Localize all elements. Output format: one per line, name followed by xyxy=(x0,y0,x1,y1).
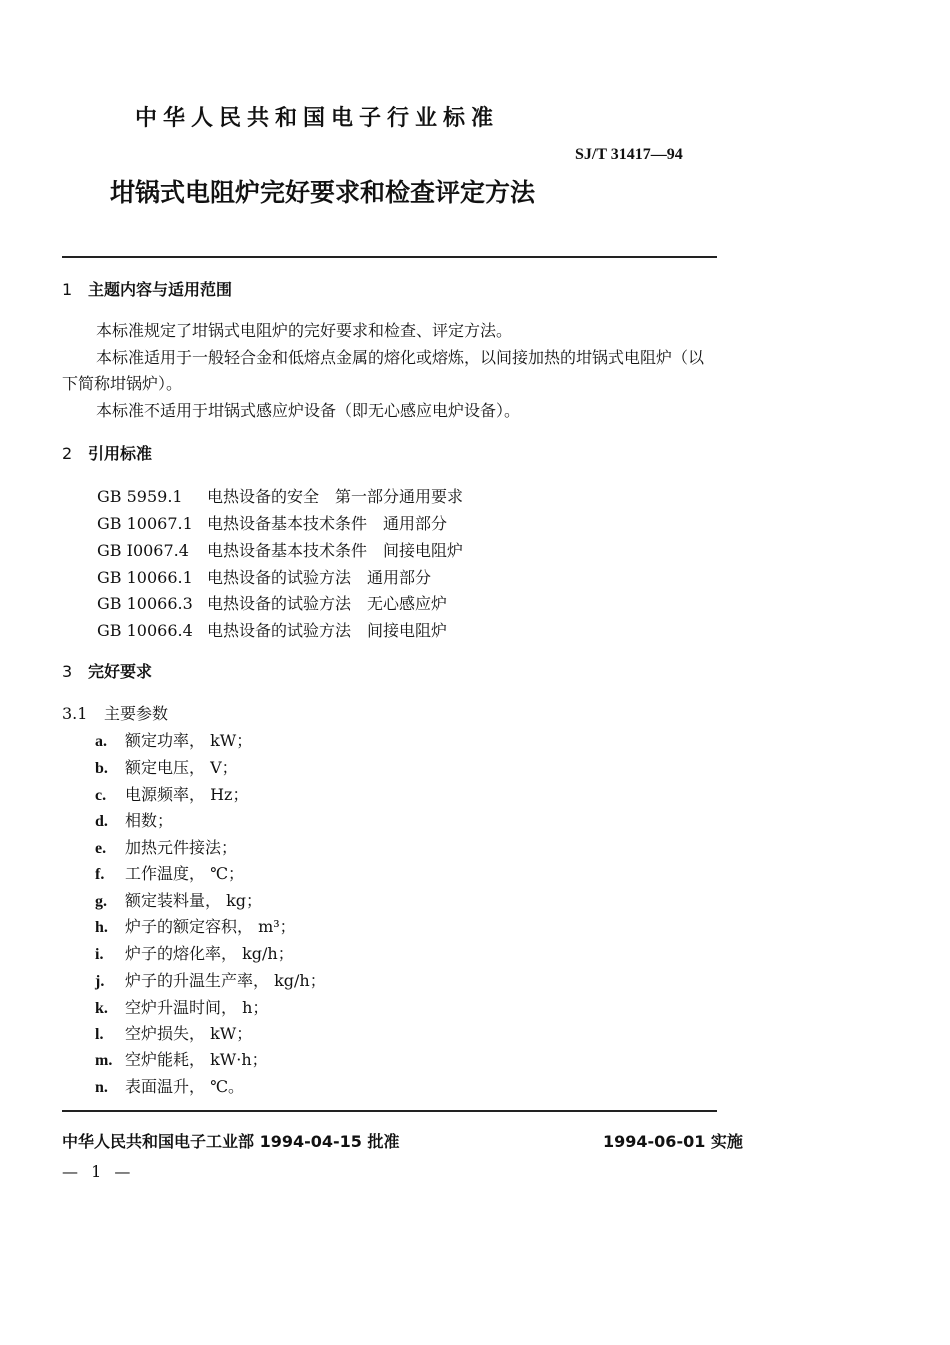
item-letter: b. xyxy=(95,760,108,777)
item-letter: f. xyxy=(95,866,105,883)
item-letter: l. xyxy=(95,1026,104,1043)
item-text: 空炉升温时间， h； xyxy=(125,998,269,1017)
section-title: 主题内容与适用范围 xyxy=(88,280,233,299)
item-text: 加热元件接法； xyxy=(125,838,238,857)
item-text: 空炉损失， kW； xyxy=(125,1024,253,1043)
reference-item xyxy=(97,618,447,641)
reference-code: GB 10066.4 xyxy=(97,621,193,640)
item-letter: m. xyxy=(95,1052,113,1069)
parameter-item xyxy=(95,835,237,858)
title-divider xyxy=(62,256,717,258)
item-text: 炉子的额定容积， m³； xyxy=(125,917,296,936)
reference-item xyxy=(97,538,463,561)
section-number: 1 xyxy=(62,280,73,299)
item-letter: i. xyxy=(95,946,104,963)
section-number: 2 xyxy=(62,444,73,463)
item-text: 额定功率， kW； xyxy=(125,731,253,750)
parameter-item xyxy=(95,941,294,964)
reference-code: GB 10066.3 xyxy=(97,594,193,613)
item-text: 炉子的升温生产率， kg/h； xyxy=(125,971,326,990)
page-number: — 1 — xyxy=(62,1162,135,1181)
item-text: 工作温度， ℃； xyxy=(125,864,244,883)
item-letter: k. xyxy=(95,1000,108,1017)
reference-item xyxy=(97,511,447,534)
reference-code: GB 10066.1 xyxy=(97,568,193,587)
scope-paragraph: 本标准不适用于坩锅式感应炉设备（即无心感应电炉设备）。 xyxy=(96,401,521,420)
section-2-heading xyxy=(62,441,152,464)
reference-title: 电热设备基本技术条件 间接电阻炉 xyxy=(207,541,464,560)
approval-line: 中华人民共和国电子工业部 1994-04-15 批准 xyxy=(62,1132,400,1151)
subsection-title: 主要参数 xyxy=(104,704,169,723)
item-letter: d. xyxy=(95,813,108,830)
item-text: 炉子的熔化率， kg/h； xyxy=(125,944,294,963)
section-1-heading xyxy=(62,277,232,300)
parameter-item xyxy=(95,968,326,991)
footer-divider xyxy=(62,1110,717,1112)
parameter-item xyxy=(95,888,262,911)
reference-title: 电热设备基本技术条件 通用部分 xyxy=(207,514,448,533)
item-letter: e. xyxy=(95,840,107,857)
item-letter: g. xyxy=(95,893,107,910)
parameter-item xyxy=(95,1021,252,1044)
parameter-item xyxy=(95,782,248,805)
parameter-item xyxy=(95,1074,244,1097)
item-text: 相数； xyxy=(125,811,174,830)
item-text: 空炉能耗， kW·h； xyxy=(125,1050,268,1069)
parameter-item xyxy=(95,861,244,884)
scope-paragraph: 本标准规定了坩锅式电阻炉的完好要求和检查、评定方法。 xyxy=(96,321,513,340)
parameter-item xyxy=(95,728,252,751)
scope-paragraph: 本标准适用于一般轻合金和低熔点金属的熔化或熔炼，以间接加热的坩锅式电阻炉（以下简称坩锅炉）。 xyxy=(62,348,705,393)
reference-code: GB I0067.4 xyxy=(97,541,189,560)
subsection-number: 3.1 xyxy=(62,704,88,723)
reference-title: 电热设备的试验方法 通用部分 xyxy=(207,568,432,587)
section-3-heading xyxy=(62,659,152,682)
parameter-item xyxy=(95,995,268,1018)
reference-title: 电热设备的安全 第一部分通用要求 xyxy=(207,487,464,506)
reference-item xyxy=(97,565,431,588)
parameter-item xyxy=(95,755,238,778)
reference-code: GB 10067.1 xyxy=(97,514,193,533)
reference-item xyxy=(97,591,447,614)
reference-title: 电热设备的试验方法 间接电阻炉 xyxy=(207,621,448,640)
reference-code: GB 5959.1 xyxy=(97,487,183,506)
parameter-item xyxy=(95,914,296,937)
document-code: SJ/T 31417—94 xyxy=(575,146,683,163)
reference-title: 电热设备的试验方法 无心感应炉 xyxy=(207,594,448,613)
item-text: 电源频率， Hz； xyxy=(125,785,249,804)
item-letter: j. xyxy=(95,973,105,990)
item-letter: a. xyxy=(95,733,107,750)
section-title: 引用标准 xyxy=(88,444,153,463)
subsection-heading xyxy=(62,701,168,724)
item-letter: n. xyxy=(95,1079,108,1096)
document-title: 坩锅式电阻炉完好要求和检查评定方法 xyxy=(110,178,536,207)
item-letter: h. xyxy=(95,919,108,936)
reference-item xyxy=(97,484,463,507)
item-text: 表面温升， ℃。 xyxy=(125,1077,244,1096)
item-letter: c. xyxy=(95,787,107,804)
effective-date: 1994-06-01 实施 xyxy=(603,1132,743,1151)
section-number: 3 xyxy=(62,662,73,681)
parameter-item xyxy=(95,1047,268,1070)
parameter-item xyxy=(95,808,173,831)
section-title: 完好要求 xyxy=(88,662,153,681)
item-text: 额定装料量， kg； xyxy=(125,891,263,910)
item-text: 额定电压， V； xyxy=(125,758,238,777)
standard-header: 中华人民共和国电子行业标准 xyxy=(135,106,500,131)
